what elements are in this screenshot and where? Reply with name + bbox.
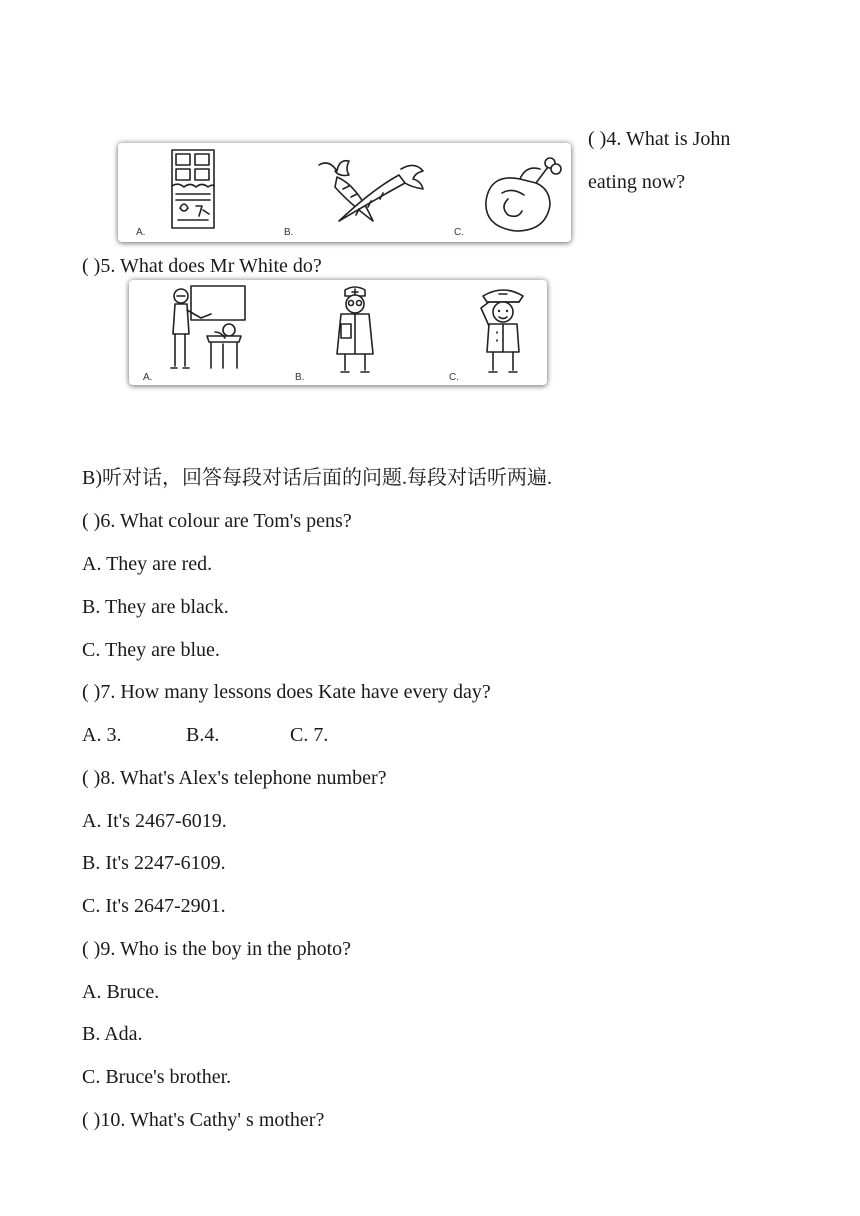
police-officer-icon [475, 286, 531, 376]
roast-chicken-icon [480, 155, 566, 235]
q6-option-b: B. They are black. [82, 596, 229, 618]
q8-question: ( )8. What's Alex's telephone number? [82, 767, 387, 789]
q5-picture-panel [129, 280, 547, 385]
q8-option-c: C. It's 2647-2901. [82, 895, 226, 917]
q4-option-c-label: C. [454, 227, 464, 238]
q9-option-a: A. Bruce. [82, 981, 160, 1003]
q4-option-b-label: B. [284, 227, 294, 238]
chocolate-bar-icon [170, 148, 218, 232]
q6-question: ( )6. What colour are Tom's pens? [82, 510, 352, 532]
q7-option-c: C. 7. [290, 724, 329, 746]
teacher-icon [167, 284, 249, 372]
q5-option-c-label: C. [449, 372, 459, 383]
q10-question: ( )10. What's Cathy' s mother? [82, 1109, 325, 1131]
q4-question-line1: ( )4. What is John [588, 128, 731, 150]
q6-option-a: A. They are red. [82, 553, 213, 575]
q5-option-a-label: A. [143, 372, 153, 383]
q4-picture-panel [118, 143, 571, 242]
q5-question: ( )5. What does Mr White do? [82, 255, 322, 277]
q7-question: ( )7. How many lessons does Kate have every day? [82, 681, 491, 703]
q6-option-c: C. They are blue. [82, 639, 220, 661]
q9-option-b: B. Ada. [82, 1023, 143, 1045]
q9-question: ( )9. Who is the boy in the photo? [82, 938, 352, 960]
q9-option-c: C. Bruce's brother. [82, 1066, 232, 1088]
section-b-instruction: B)听对话，回答每段对话后面的问题.每段对话听两遍. [82, 467, 552, 489]
q7-option-b: B.4. [186, 724, 220, 746]
carrots-icon [313, 155, 433, 229]
q7-option-a: A. 3. [82, 724, 122, 746]
doctor-icon [329, 284, 381, 376]
q8-option-a: A. It's 2467-6019. [82, 810, 227, 832]
q5-option-b-label: B. [295, 372, 305, 383]
q8-option-b: B. It's 2247-6109. [82, 852, 226, 874]
q4-question-line2: eating now? [588, 171, 686, 193]
q4-option-a-label: A. [136, 227, 146, 238]
